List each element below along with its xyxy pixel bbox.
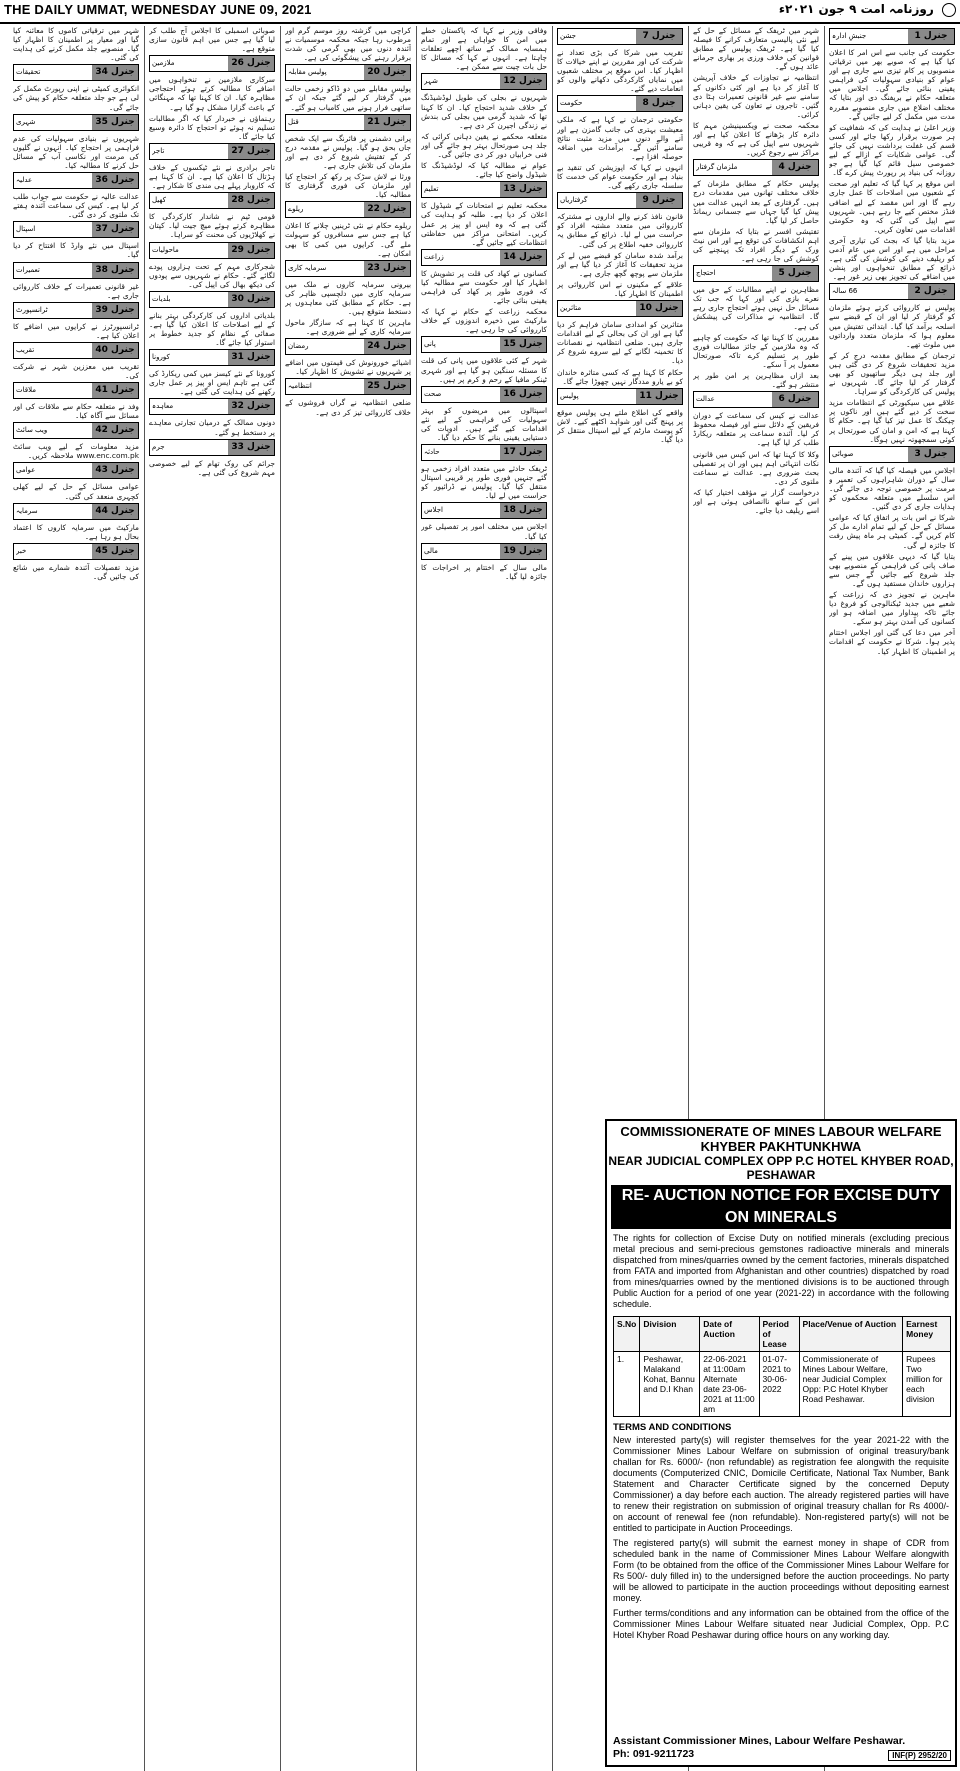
ad-address: NEAR JUDICIAL COMPLEX OPP P.C HOTEL KHYBER ROAD, PESHAWAR <box>608 1154 954 1182</box>
news-paragraph: محکمہ زراعت کے حکام نے کہا کہ مارکیٹ میں ذخیرہ اندوزوں کے خلاف کارروائی کی جا رہی ہے۔ <box>421 307 547 335</box>
news-column <box>149 26 275 1771</box>
news-paragraph: شہر کے کئی علاقوں میں پانی کی قلت کا مسئلہ سنگین ہو گیا ہے اور شہری ٹینکر مافیا کے رحم و کرم پر ہیں۔ <box>421 356 547 384</box>
news-paragraph: اجلاس میں مختلف امور پر تفصیلی غور کیا گیا۔ <box>421 522 547 541</box>
section-heading <box>829 446 955 463</box>
section-number: جنرل 44 <box>92 504 138 519</box>
section-heading <box>421 249 547 266</box>
news-paragraph: ضلعی انتظامیہ نے گراں فروشوں کے خلاف کارروائی تیز کر دی ہے۔ <box>285 398 411 417</box>
section-heading <box>421 181 547 198</box>
news-column <box>13 26 139 1771</box>
news-paragraph: ماہرین نے تجویز دی کہ زراعت کے شعبے میں جدید ٹیکنالوجی کو فروغ دیا جائے تاکہ پیداوار میں اضافہ ہو اور کسانوں کی آمدن بہتر ہو سکے۔ <box>829 589 955 627</box>
news-paragraph: اسپتالوں میں مریضوں کو بہتر سہولیات کی فراہمی کے لیے نئے اقدامات کیے گئے ہیں۔ ادویات کی دستیابی یقینی بنانے کا حکم دیا گیا۔ <box>421 405 547 442</box>
section-heading <box>149 192 275 209</box>
section-number: جنرل 10 <box>636 301 682 316</box>
terms-paragraph: New interested party(s) will register themselves for the year 2021-22 with the Commissioner Mines Labour Welfare on submission of original treasury/bank challan for Rs. 6000/- (non refundable) as registration fee alongwith the requisite documents (Computerized CNIC, Domicile Certificate, National Tax Number, Bank Statement and Character Certificate signed by the concerned Deputy Commissioner) a day before each auction. The already registered parties will have to renew their registration on submission of original treasury challan for Rs 4000/- on account of renewal fee (non refundable). Non-registered party(s) will not be entitled to participate in Auction Proceedings. <box>613 1435 949 1533</box>
masthead-date: THE DAILY UMMAT, WEDNESDAY JUNE 09, 2021 <box>4 2 312 17</box>
news-column <box>557 26 683 1116</box>
section-title: احتجاج <box>696 269 716 278</box>
section-heading <box>13 172 139 189</box>
news-paragraph: کسانوں نے کھاد کی قلت پر تشویش کا اظہار کیا اور حکومت سے مطالبہ کیا کہ فوری طور پر کھاد کی فراہمی یقینی بنائی جائے۔ <box>421 268 547 306</box>
news-paragraph: شہریوں نے بنیادی سہولیات کی عدم فراہمی پر احتجاج کیا۔ انہوں نے گلیوں کی مرمت اور نکاسی آب کے مسائل حل کرنے کا مطالبہ کیا۔ <box>13 133 139 170</box>
section-number: جنرل 4 <box>772 160 818 175</box>
section-title: عدالت <box>696 395 715 404</box>
section-title: مالی <box>424 546 438 555</box>
news-paragraph: مزید معلومات کے لیے ویب سائٹ www.enc.com.pk ملاحظہ کریں۔ <box>13 442 139 461</box>
section-number: جنرل 18 <box>500 503 546 518</box>
inf-code: INF(P) 2952/20 <box>888 1750 951 1761</box>
section-title: تقریب <box>16 345 35 354</box>
section-title: تاجر <box>152 146 165 155</box>
table-cell: Peshawar, Malakand Kohat, Bannu and D.I Khan <box>640 1352 700 1417</box>
section-title: تحقیقات <box>16 68 41 77</box>
news-paragraph: بتایا گیا کہ دیہی علاقوں میں پینے کے صاف پانی کی فراہمی کے منصوبے بھی جلد شروع کیے جائیں گے جس سے ہزاروں خاندان مستفید ہوں گے۔ <box>829 551 955 588</box>
news-paragraph: شہریوں نے بجلی کی طویل لوڈشیڈنگ کے خلاف شدید احتجاج کیا۔ ان کا کہنا تھا کہ شدید گرمی میں بجلی کی بندش نے زندگی اجیرن کر دی ہے۔ <box>421 93 547 130</box>
section-heading <box>149 55 275 72</box>
table-header-cell: Period of Lease <box>759 1317 799 1352</box>
section-heading <box>13 221 139 238</box>
section-heading <box>693 159 819 176</box>
column-divider <box>416 26 417 1771</box>
section-heading <box>829 28 955 45</box>
section-heading <box>149 349 275 366</box>
news-paragraph: اسپتال میں نئے وارڈ کا افتتاح کر دیا گیا۔ <box>13 241 139 260</box>
section-heading <box>149 439 275 456</box>
section-title: معاہدہ <box>152 402 174 411</box>
terms-paragraph: Further terms/conditions and any information can be obtained from the office of the Commissioner Mines Labour Welfare situated near Judicial Complex, Opp. P.C Hotel Khyber Road Peshawar during office hours on any working day. <box>613 1608 949 1640</box>
news-paragraph: اجلاس میں فیصلہ کیا گیا کہ آئندہ مالی سال کے دوران شاہراہوں کی تعمیر و مرمت پر خصوصی توجہ دی جائے گی۔ اس سلسلے میں متعلقہ محکموں کو ہدایات جاری کر دی گئیں۔ <box>829 465 955 512</box>
section-heading <box>557 388 683 405</box>
section-heading <box>829 283 955 300</box>
section-number: جنرل 19 <box>500 544 546 559</box>
section-heading <box>13 382 139 399</box>
section-heading <box>149 242 275 259</box>
section-number: جنرل 16 <box>500 387 546 402</box>
section-number: جنرل 39 <box>92 303 138 318</box>
section-number: جنرل 13 <box>500 182 546 197</box>
section-title: شہری <box>16 117 36 126</box>
section-number: جنرل 27 <box>228 144 274 159</box>
table-row <box>614 1352 951 1417</box>
section-title: جشن <box>560 32 576 40</box>
table-cell: 01-07-2021 to 30-06-2022 <box>759 1352 799 1417</box>
news-paragraph: ماہرین کا کہنا ہے کہ سازگار ماحول سرمایہ کاری کے لیے ضروری ہے۔ <box>285 318 411 337</box>
section-heading <box>557 300 683 317</box>
news-paragraph: ٹرانسپورٹرز نے کرایوں میں اضافے کا اعلان کیا ہے۔ <box>13 321 139 340</box>
news-paragraph: جرائم کی روک تھام کے لیے خصوصی مہم شروع کی گئی ہے۔ <box>149 458 275 477</box>
section-title: متاثرین <box>560 304 582 313</box>
section-heading <box>421 543 547 560</box>
news-column <box>421 26 547 1771</box>
news-paragraph: درخواست گزار نے مؤقف اختیار کیا کہ اس کے ساتھ ناانصافی ہوئی ہے اور اسے ریلیف دیا جائے۔ <box>693 487 819 516</box>
section-title: حادثہ <box>424 448 440 457</box>
table-header-cell: Date of Auction <box>700 1317 759 1352</box>
section-number: جنرل 31 <box>228 350 274 365</box>
column-divider <box>552 26 553 1771</box>
section-title: ماحولیات <box>152 245 179 254</box>
section-title: بلدیات <box>152 294 171 303</box>
newspaper-header <box>0 0 960 24</box>
news-paragraph: عوامی مسائل کے حل کے لیے کھلی کچہری منعقد کی گئی۔ <box>13 482 139 501</box>
news-column <box>693 26 819 1116</box>
section-number: جنرل 24 <box>364 339 410 354</box>
section-title: گرفتاریاں <box>560 196 588 205</box>
news-paragraph: اشیائے خورونوش کی قیمتوں میں اضافے پر شہریوں نے تشویش کا اظہار کیا۔ <box>285 358 411 377</box>
section-title: جنبشِ ادارہ <box>832 32 867 40</box>
section-number: جنرل 42 <box>92 423 138 438</box>
section-number: جنرل 8 <box>636 96 682 111</box>
news-paragraph: متعلقہ محکمے نے یقین دہانی کرائی کہ جلد ہی صورتحال بہتر ہو جائے گی اور فنی خرابیاں دور کر دی جائیں گی۔ <box>421 131 547 160</box>
terms-heading: TERMS AND CONDITIONS <box>613 1422 732 1433</box>
column-divider <box>280 26 281 1771</box>
section-title: ملاقات <box>16 386 36 395</box>
news-paragraph: انکوائری کمیٹی نے اپنی رپورٹ مکمل کر لی ہے جو جلد متعلقہ حکام کو پیش کی جائے گی۔ <box>13 84 139 112</box>
news-paragraph: واقعے کی اطلاع ملتے ہی پولیس موقع پر پہنچ گئی اور شواہد اکٹھے کیے۔ لاش کو پوسٹ مارٹم کے لیے اسپتال منتقل کر دیا گیا۔ <box>557 407 683 444</box>
section-heading <box>421 73 547 90</box>
section-title: اجلاس <box>424 506 443 515</box>
section-number: جنرل 45 <box>92 544 138 559</box>
section-heading <box>285 260 411 277</box>
news-paragraph: وفد نے متعلقہ حکام سے ملاقات کی اور مسائل سے آگاہ کیا۔ <box>13 402 139 421</box>
table-cell: Rupees Two million for each division <box>903 1352 951 1417</box>
news-paragraph: ورثا نے لاش سڑک پر رکھ کر احتجاج کیا اور ملزمان کی فوری گرفتاری کا مطالبہ کیا۔ <box>285 172 411 200</box>
ad-banner: RE- AUCTION NOTICE FOR EXCISE DUTY ON MINERALS <box>611 1185 951 1229</box>
news-paragraph: شہر میں ٹریفک کے مسائل کے حل کے لیے نئی پالیسی متعارف کرانے کا فیصلہ کیا گیا ہے۔ ٹریفک پولیس کے مطابق قوانین کی خلاف ورزی پر بھاری جرمانے عائد ہوں گے۔ <box>693 26 819 72</box>
section-number: جنرل 5 <box>772 266 818 281</box>
section-title: پانی <box>424 340 436 349</box>
section-number: جنرل 38 <box>92 263 138 278</box>
section-number: جنرل 37 <box>92 222 138 237</box>
section-heading <box>13 503 139 520</box>
news-paragraph: وکلا کا کہنا تھا کہ اس کیس میں قانونی نکات انتہائی اہم ہیں اور ان پر تفصیلی بحث ضروری ہے۔ عدالت نے سماعت ملتوی کر دی۔ <box>693 449 819 486</box>
ad-phone: Ph: 091-9211723 <box>613 1748 695 1760</box>
news-paragraph: انہوں نے کہا کہ اپوزیشن کی تنقید بے بنیاد ہے اور حکومت عوام کی خدمت کا سلسلہ جاری رکھے گی۔ <box>557 162 683 191</box>
auction-schedule-table <box>613 1316 951 1417</box>
section-heading <box>557 192 683 209</box>
news-paragraph: بیرونی سرمایہ کاروں نے ملک میں سرمایہ کاری میں دلچسپی ظاہر کی ہے۔ حکام کے مطابق کئی معاہدوں پر دستخط متوقع ہیں۔ <box>285 279 411 316</box>
section-heading <box>13 302 139 319</box>
section-title: انتظامیہ <box>288 382 312 391</box>
news-paragraph: پرانی دشمنی پر فائرنگ سے ایک شخص جاں بحق ہو گیا۔ پولیس نے مقدمہ درج کر کے تفتیش شروع کر دی ہے اور ملزمان کی تلاش جاری ہے۔ <box>285 133 411 170</box>
section-title: سرمایہ کاری <box>288 263 327 272</box>
section-number: جنرل 2 <box>908 284 954 299</box>
news-paragraph: شہر میں ترقیاتی کاموں کا معائنہ کیا گیا اور معیار پر اطمینان کا اظہار کیا گیا۔ منصوبے جلد مکمل کرنے کی ہدایت کی گئی۔ <box>13 26 139 63</box>
news-paragraph: برآمد شدہ سامان کو قبضے میں لے کر مزید تحقیقات کا آغاز کر دیا گیا ہے اور ملزمان سے پوچھ گچھ جاری ہے۔ <box>557 250 683 278</box>
news-column <box>285 26 411 1771</box>
table-cell: 1. <box>614 1352 640 1417</box>
section-number: جنرل 43 <box>92 463 138 478</box>
news-paragraph: رہنماؤں نے خبردار کیا کہ اگر مطالبات تسلیم نہ ہوئے تو احتجاج کا دائرہ وسیع کیا جائے گا۔ <box>149 113 275 141</box>
section-heading <box>285 338 411 355</box>
news-paragraph: شرکا نے اس بات پر اتفاق کیا کہ عوامی مسائل کے حل کے لیے تمام ادارے مل کر کام کریں گے۔ کمیٹی ہر ماہ پیش رفت کا جائزہ لے گی۔ <box>829 513 955 550</box>
section-title: صوبائی <box>832 449 854 458</box>
section-title: پولیس <box>560 391 579 400</box>
news-paragraph: بلدیاتی اداروں کی کارکردگی بہتر بنانے کے لیے اصلاحات کا اعلان کیا گیا ہے۔ صفائی کے نظام کو جدید خطوط پر استوار کیا جائے گا۔ <box>149 310 275 348</box>
section-title: کھیل <box>152 196 166 205</box>
news-paragraph: تفتیشی افسر نے بتایا کہ ملزمان سے اہم انکشافات کی توقع ہے اور اس نیٹ ورک کے دیگر افراد تک پہنچنے کی کوشش کی جا رہی ہے۔ <box>693 226 819 264</box>
news-paragraph: مزید بتایا گیا کہ بجٹ کی تیاری آخری مراحل میں ہے اور اس میں عام آدمی کو ریلیف دینے کی کوشش کی گئی ہے۔ ذرائع کے مطابق تنخواہوں اور پنشن میں اضافے کی تجویز بھی زیر غور ہے۔ <box>829 235 955 282</box>
section-heading <box>13 543 139 560</box>
news-paragraph: پولیس مقابلے میں دو ڈاکو زخمی حالت میں گرفتار کر لیے گئے جبکہ ان کے ساتھی فرار ہونے میں کامیاب ہو گئے۔ <box>285 84 411 112</box>
news-paragraph: پولیس حکام کے مطابق ملزمان کے خلاف مختلف تھانوں میں مقدمات درج ہیں۔ گرفتاری کے بعد انہیں عدالت میں پیش کیا گیا جہاں سے جسمانی ریمانڈ حاصل کر لیا گیا۔ <box>693 179 819 225</box>
news-paragraph: پولیس نے کارروائی کرتے ہوئے ملزمان کو گرفتار کر لیا اور ان کے قبضے سے اسلحہ برآمد کیا گیا۔ ابتدائی تفتیش میں معلوم ہوا کہ ملزمان متعدد وارداتوں میں ملوث تھے۔ <box>829 303 955 349</box>
news-paragraph: محکمہ تعلیم نے امتحانات کے شیڈول کا اعلان کر دیا ہے۔ طلبہ کو ہدایت کی گئی ہے کہ وہ ایس او پیز پر عمل کریں۔ امتحانی مراکز میں حفاظتی انتظامات کیے جائیں گے۔ <box>421 201 547 247</box>
section-number: جنرل 20 <box>364 65 410 80</box>
section-number: جنرل 23 <box>364 261 410 276</box>
section-title: حکومت <box>560 99 583 108</box>
section-number: جنرل 36 <box>92 173 138 188</box>
section-number: جنرل 1 <box>908 29 954 44</box>
ad-intro: The rights for collection of Excise Duty on notified minerals (excluding precious metal precious and semi-precious gemstones radioactive minerals and minerals dispatched from mines/quarries owned by the cement factories, minerals dispatched from FATA and imported from Afghanistan and other countries) dispatched by road from mines/quarries owned by the mentioned divisions is to be auctioned through Public Auction for a period of one year (2021-22) in accordance with the following schedule. <box>613 1233 949 1309</box>
section-title: صحت <box>424 389 442 398</box>
section-heading <box>421 386 547 403</box>
section-heading <box>13 114 139 131</box>
section-number: جنرل 41 <box>92 383 138 398</box>
section-number: جنرل 28 <box>228 193 274 208</box>
page-number-icon <box>942 3 956 17</box>
section-number: جنرل 7 <box>636 29 682 44</box>
section-number: جنرل 9 <box>636 193 682 208</box>
news-paragraph: سرکاری ملازمین نے تنخواہوں میں اضافے کا مطالبہ کرتے ہوئے احتجاجی مظاہرہ کیا۔ ان کا کہنا تھا کہ مہنگائی کے باعث گزارا مشکل ہو گیا ہے۔ <box>149 75 275 112</box>
section-title: 66 سالہ <box>832 287 858 296</box>
section-title: عدلیہ <box>16 176 33 185</box>
table-header-cell: Place/Venue of Auction <box>799 1317 903 1352</box>
column-divider <box>144 26 145 1771</box>
news-paragraph: تقریب میں شرکا کی بڑی تعداد نے شرکت کی اور مقررین نے اپنے خیالات کا اظہار کیا۔ اس موقع پر مختلف شعبوں میں نمایاں کارکردگی دکھانے والوں کو انعامات دیے گئے۔ <box>557 48 683 94</box>
news-paragraph: مظاہرین نے اپنے مطالبات کے حق میں نعرے بازی کی اور کہا کہ جب تک مسائل حل نہیں ہوتے احتجاج جاری رہے گا۔ انتظامیہ نے مذاکرات کی پیشکش کی ہے۔ <box>693 285 819 331</box>
news-paragraph: کراچی میں گزشتہ روز موسم گرم اور مرطوب رہا جبکہ محکمہ موسمیات نے آئندہ دنوں میں بھی گرمی کی شدت برقرار رہنے کی پیشگوئی کی ہے۔ <box>285 26 411 63</box>
table-header-cell: S.No <box>614 1317 640 1352</box>
section-heading <box>149 291 275 308</box>
section-title: ویب سائٹ <box>16 426 48 435</box>
section-heading <box>13 262 139 279</box>
news-paragraph: علاقے کے مکینوں نے اس کارروائی پر اطمینان کا اظہار کیا۔ <box>557 279 683 298</box>
section-title: کورونا <box>152 353 170 362</box>
news-paragraph: وفاقی وزیر نے کہا کہ پاکستان خطے میں امن کا خواہاں ہے اور تمام ہمسایہ ممالک کے ساتھ اچھے تعلقات چاہتا ہے۔ انہوں نے کہا کہ مسائل کا حل بات چیت سے ممکن ہے۔ <box>421 26 547 72</box>
section-number: جنرل 40 <box>92 343 138 358</box>
news-paragraph: عدالت نے کیس کی سماعت کے دوران فریقین کے دلائل سنے اور فیصلہ محفوظ کر لیا۔ آئندہ سماعت پر متعلقہ ریکارڈ طلب کر لیا گیا ہے۔ <box>693 411 819 448</box>
section-title: پولیس مقابلہ <box>288 68 327 77</box>
section-heading <box>421 444 547 461</box>
news-paragraph: حکام کا کہنا ہے کہ کسی متاثرہ خاندان کو بے یارو مددگار نہیں چھوڑا جائے گا۔ <box>557 367 683 386</box>
section-heading <box>149 143 275 160</box>
section-heading <box>557 28 683 45</box>
section-title: ٹرانسپورٹ <box>16 305 48 314</box>
news-paragraph: متاثرین کو امدادی سامان فراہم کر دیا گیا ہے اور ان کی بحالی کے لیے اقدامات جاری ہیں۔ ضلعی انتظامیہ نے نقصانات کا تخمینہ لگانے کے لیے سروے شروع کر دیا۔ <box>557 320 683 366</box>
section-number: جنرل 32 <box>228 399 274 414</box>
section-heading <box>285 64 411 81</box>
news-paragraph: شجرکاری مہم کے تحت ہزاروں پودے لگائے گئے۔ حکام نے شہریوں سے پودوں کی دیکھ بھال کی اپیل کی۔ <box>149 261 275 289</box>
news-paragraph: انتظامیہ نے تجاوزات کے خلاف آپریشن کا آغاز کر دیا ہے اور کئی دکانوں کے سامنے سے غیر قانونی تعمیرات ہٹا دی گئیں۔ تاجروں نے تعاون کی یقین دہانی کرائی۔ <box>693 73 819 119</box>
section-heading <box>421 502 547 519</box>
section-number: جنرل 33 <box>228 440 274 455</box>
news-paragraph: عدالت عالیہ نے حکومت سے جواب طلب کر لیا ہے۔ کیس کی سماعت آئندہ ہفتے تک ملتوی کر دی گئی۔ <box>13 192 139 220</box>
section-title: قتل <box>288 117 299 126</box>
section-number: جنرل 6 <box>772 392 818 407</box>
urdu-masthead <box>779 2 956 17</box>
news-paragraph: تقریب میں معززین شہر نے شرکت کی۔ <box>13 361 139 380</box>
section-title: شہر <box>424 77 438 86</box>
news-paragraph: بعد ازاں مظاہرین پر امن طور پر منتشر ہو گئے۔ <box>693 371 819 390</box>
section-title: عوامی <box>16 466 36 475</box>
table-cell: Commissionerate of Mines Labour Welfare, near Judicial Complex Opp: P.C Hotel Khyber Road Peshawar. <box>799 1352 903 1417</box>
auction-notice-ad <box>605 1119 957 1767</box>
news-paragraph: حکومت کی جانب سے اس امر کا اعلان کیا گیا ہے کہ صوبے بھر میں ترقیاتی منصوبوں پر کام تیزی سے جاری ہے اور عوام کو بنیادی سہولیات کی فراہمی یقینی بنائی جائے گی۔ اجلاس میں متعلقہ حکام نے بریفنگ دی اور بتایا کہ مختلف اضلاع میں جاری منصوبے مقررہ مدت میں مکمل کر لیے جائیں گے۔ <box>829 48 955 121</box>
section-heading <box>13 462 139 479</box>
section-number: جنرل 34 <box>92 65 138 80</box>
news-paragraph: آخر میں دعا کی گئی اور اجلاس اختتام پذیر ہوا۔ شرکا نے حکومت کے اقدامات پر اطمینان کا اظہار کیا۔ <box>829 628 955 656</box>
section-number: جنرل 26 <box>228 56 274 71</box>
news-paragraph: ٹریفک حادثے میں متعدد افراد زخمی ہو گئے جنہیں فوری طور پر قریبی اسپتال منتقل کیا گیا۔ پولیس نے ڈرائیور کو حراست میں لے لیا۔ <box>421 464 547 501</box>
section-number: جنرل 29 <box>228 243 274 258</box>
section-title: اسپتال <box>16 225 36 234</box>
news-paragraph: مالی سال کے اختتام پر اخراجات کا جائزہ لیا گیا۔ <box>421 562 547 581</box>
news-paragraph: قانون نافذ کرنے والے اداروں نے مشترکہ کارروائی میں متعدد مشتبہ افراد کو حراست میں لے لیا۔ ذرائع کے مطابق یہ کارروائی خفیہ اطلاع پر کی گئی۔ <box>557 212 683 249</box>
terms-paragraph: The registered party(s) will submit the earnest money in shape of CDR from scheduled bank in the name of Commissioner Mines Labour Welfare alongwith Form (to be obtained from the office of the Commissioner Mines Labour Welfare for Rs 500/- duly filled in) to the undersigned before the auction proceedings. No party will be allowed to participate in the auction proceedings without depositing earnest money. <box>613 1538 949 1603</box>
section-number: جنرل 14 <box>500 250 546 265</box>
news-paragraph: عوام نے مطالبہ کیا کہ لوڈشیڈنگ کا شیڈول واضح کیا جائے۔ <box>421 161 547 180</box>
section-number: جنرل 15 <box>500 337 546 352</box>
news-paragraph: صوبائی اسمبلی کا اجلاس آج طلب کر لیا گیا ہے جس میں اہم قانون سازی متوقع ہے۔ <box>149 26 275 54</box>
section-heading <box>557 95 683 112</box>
news-paragraph: علاقے میں سیکیورٹی کے انتظامات مزید سخت کر دیے گئے ہیں اور ناکوں پر چیکنگ کا عمل تیز کیا گیا ہے۔ حکام کا کہنا ہے کہ امن و امان کی صورتحال پر کوئی سمجھوتہ نہیں ہوگا۔ <box>829 398 955 444</box>
urdu-date: روزنامہ امت ۹ جون ۲۰۲۱ء <box>778 2 934 16</box>
ad-title: COMMISSIONERATE OF MINES LABOUR WELFARE KHYBER PAKHTUNKHWA <box>620 1124 942 1154</box>
section-heading <box>13 64 139 81</box>
news-paragraph: ترجمان کے مطابق مقدمہ درج کر کے مزید تحقیقات شروع کر دی گئی ہیں اور جلد ہی دیگر ساتھیوں کو بھی گرفتار کر لیا جائے گا۔ شہریوں نے پولیس کی کارکردگی کو سراہا۔ <box>829 350 955 397</box>
section-number: جنرل 30 <box>228 292 274 307</box>
news-paragraph: دونوں ممالک کے درمیان تجارتی معاہدے پر دستخط ہو گئے۔ <box>149 418 275 437</box>
section-title: زراعت <box>424 252 444 261</box>
section-number: جنرل 22 <box>364 202 410 217</box>
section-heading <box>149 398 275 415</box>
section-title: ملزمان گرفتار <box>696 163 738 172</box>
news-paragraph: حکومتی ترجمان نے کہا ہے کہ ملکی معیشت بہتری کی جانب گامزن ہے اور آنے والے دنوں میں مزید مثبت نتائج سامنے آئیں گے۔ برآمدات میں اضافہ حوصلہ افزا ہے۔ <box>557 115 683 161</box>
news-paragraph: وزیر اعلیٰ نے ہدایت کی کہ شفافیت کو ہر صورت برقرار رکھا جائے اور کسی قسم کی غفلت برداشت نہیں کی جائے گی۔ عوامی شکایات کے ازالے کے لیے خصوصی سیل قائم کیا گیا ہے جو روزانہ کی بنیاد پر رپورٹ پیش کرے گا۔ <box>829 122 955 178</box>
table-header-cell: Earnest Money <box>903 1317 951 1352</box>
section-heading <box>421 336 547 353</box>
section-title: ملازمین <box>152 59 175 68</box>
news-paragraph: مارکیٹ میں سرمایہ کاروں کا اعتماد بحال ہو رہا ہے۔ <box>13 522 139 541</box>
section-number: جنرل 35 <box>92 115 138 130</box>
section-title: تعلیم <box>424 185 439 194</box>
section-title: ریلوے <box>288 205 304 214</box>
section-number: جنرل 17 <box>500 445 546 460</box>
news-paragraph: مقررین کا کہنا تھا کہ حکومت کو چاہیے کہ وہ ملازمین کے جائز مطالبات فوری طور پر تسلیم کرے تاکہ صورتحال معمول پر آ سکے۔ <box>693 332 819 369</box>
ad-footer <box>613 1735 905 1761</box>
table-header-cell: Division <box>640 1317 700 1352</box>
news-paragraph: قومی ٹیم نے شاندار کارکردگی کا مظاہرہ کرتے ہوئے میچ جیت لیا۔ کپتان نے کھلاڑیوں کی محنت کو سراہا۔ <box>149 212 275 240</box>
news-paragraph: غیر قانونی تعمیرات کے خلاف کارروائی جاری ہے۔ <box>13 281 139 300</box>
section-number: جنرل 3 <box>908 447 954 462</box>
section-heading <box>693 265 819 282</box>
section-number: جنرل 25 <box>364 379 410 394</box>
news-paragraph: تاجر برادری نے نئے ٹیکسوں کے خلاف ہڑتال کا اعلان کیا ہے۔ ان کا کہنا ہے کہ کاروبار پہلے ہی مندی کا شکار ہے۔ <box>149 162 275 191</box>
news-paragraph: محکمہ صحت نے ویکسینیشن مہم کا دائرہ کار بڑھانے کا اعلان کیا ہے اور شہریوں سے اپیل کی ہے کہ وہ قریبی مراکز سے رجوع کریں۔ <box>693 120 819 158</box>
section-title: خبر <box>16 546 27 555</box>
section-title: جرم <box>152 442 165 451</box>
section-number: جنرل 11 <box>636 389 682 404</box>
news-paragraph: اس موقع پر کہا گیا کہ تعلیم اور صحت کے شعبوں میں اصلاحات کا عمل جاری رہے گا اور اس مقصد کے لیے اضافی فنڈز مختص کیے جا رہے ہیں۔ شہریوں سے اپیل کی گئی کہ وہ حکومتی اقدامات میں تعاون کریں۔ <box>829 179 955 234</box>
news-column <box>829 26 955 1116</box>
section-number: جنرل 12 <box>500 74 546 89</box>
news-paragraph: مزید تفصیلات آئندہ شمارے میں شائع کی جائیں گی۔ <box>13 562 139 581</box>
ad-signatory: Assistant Commissioner Mines, Labour Welfare Peshawar. <box>613 1735 906 1747</box>
section-heading <box>285 201 411 218</box>
section-title: رمضان <box>288 342 309 351</box>
news-paragraph: ریلوے حکام نے نئی ٹرینیں چلانے کا اعلان کیا ہے جس سے مسافروں کو سہولت ملے گی۔ کرایوں میں کمی کا بھی امکان ہے۔ <box>285 221 411 258</box>
table-cell: 22-06-2021 at 11:00am Alternate date 23-06-2021 at 11:00 am <box>700 1352 759 1417</box>
section-title: سرمایہ <box>16 506 38 515</box>
section-heading <box>13 422 139 439</box>
news-paragraph: کورونا کے نئے کیسز میں کمی ریکارڈ کی گئی ہے تاہم ایس او پیز پر عمل جاری رکھنے کی ہدایت کی گئی ہے۔ <box>149 369 275 397</box>
section-heading <box>285 114 411 131</box>
section-number: جنرل 21 <box>364 115 410 130</box>
table-header-row <box>614 1317 951 1352</box>
section-title: تعمیرات <box>16 265 40 274</box>
section-heading <box>13 342 139 359</box>
section-heading <box>693 391 819 408</box>
section-heading <box>285 378 411 395</box>
